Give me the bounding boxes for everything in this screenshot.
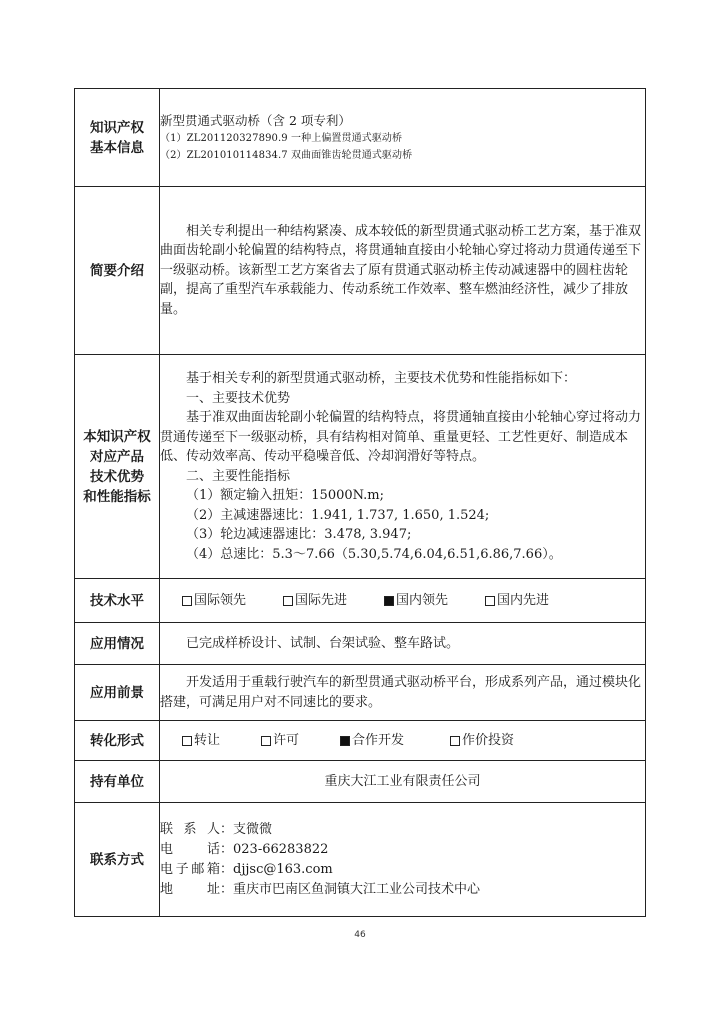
row-ip-info — [75, 89, 646, 187]
advantages-heading-2: 二、主要性能指标 — [186, 468, 291, 484]
checkbox-icon — [261, 736, 271, 746]
row-transfer — [75, 721, 646, 761]
checkbox-option[interactable]: 国内领先 — [384, 591, 485, 611]
contact-email: 电 子 邮 箱 ： djjsc@163.com — [160, 860, 645, 880]
label-holder: 持有单位 — [75, 761, 160, 803]
contact-phone: 电 话 ： 023-66283822 — [160, 840, 645, 860]
advantages-content — [160, 355, 646, 579]
checkbox-icon — [450, 736, 460, 746]
transfer-options — [160, 721, 646, 761]
advantages-paragraph: 基于准双曲面齿轮副小轮偏置的结构特点，将贯通轴直接由小轮轴心穿过将动力贯通传递至下一级驱动桥，具有结构相对简单、重量更轻、工艺性更好、制造成本低、传动效率高、传动平稳噪音低、冷却润滑好等特点。 — [160, 410, 642, 464]
checkbox-option[interactable]: 国际领先 — [182, 591, 283, 611]
spec-item: （2）主减速器速比：1.941, 1.737, 1.650, 1.524; — [186, 507, 490, 523]
label-intro: 简要介绍 — [75, 187, 160, 355]
checkbox-option[interactable]: 国内先进 — [485, 591, 549, 611]
patent-item: （2）ZL201010114834.7 双曲面锥齿轮贯通式驱动桥 — [160, 150, 413, 161]
advantages-heading-1: 一、主要技术优势 — [186, 390, 291, 406]
spec-item: （4）总速比：5.3～7.66（5.30,5.74,6.04,6.51,6.86,7.66）。 — [186, 546, 562, 562]
checkbox-icon — [485, 596, 495, 606]
ip-title: 新型贯通式驱动桥（含 2 项专利） — [160, 113, 351, 128]
checkbox-icon — [182, 596, 192, 606]
application-text: 已完成样桥设计、试制、台架试验、整车路试。 — [186, 635, 460, 651]
checkbox-option[interactable]: 国际先进 — [283, 591, 384, 611]
checked-checkbox-icon — [384, 596, 394, 606]
prospect-content — [160, 665, 646, 721]
contact-key: 电 话 — [160, 841, 220, 857]
advantages-intro: 基于相关专利的新型贯通式驱动桥，主要技术优势和性能指标如下： — [186, 371, 577, 386]
label-ip-info: 知识产权 基本信息 — [75, 89, 160, 187]
contact-key: 电 子 邮 箱 — [160, 861, 220, 877]
contact-content — [160, 803, 646, 917]
row-contact — [75, 803, 646, 917]
row-tech-level — [75, 579, 646, 623]
ip-info-form — [74, 88, 646, 917]
spec-item: （1）额定输入扭矩：15000N.m; — [186, 488, 385, 503]
checked-checkbox-icon — [340, 736, 350, 746]
checkbox-option[interactable]: 转让 — [182, 731, 261, 751]
label-advantages: 本知识产权 对应产品 技术优势 和性能指标 — [75, 355, 160, 579]
row-prospect — [75, 665, 646, 721]
prospect-text: 开发适用于重载行驶汽车的新型贯通式驱动桥平台，形成系列产品，通过模块化搭建，可满足用户对不同速比的要求。 — [160, 675, 642, 710]
contact-key: 联 系 人 — [160, 821, 220, 837]
checkbox-icon — [283, 596, 293, 606]
ip-info-content — [160, 89, 646, 187]
row-advantages — [75, 355, 646, 579]
label-transfer: 转化形式 — [75, 721, 160, 761]
intro-text: 相关专利提出一种结构紧凑、成本较低的新型贯通式驱动桥工艺方案，基于准双曲面齿轮副小轮偏置的结构特点，将贯通轴直接由小轮轴心穿过将动力贯通传递至下一级驱动桥。该新型工艺方案省去了原有贯通式驱动桥主传动减速器中的圆柱齿轮副，提高了重型汽车承载能力、传动系统工作效率、整车燃油经济性，减少了排放量。 — [160, 223, 642, 317]
row-application — [75, 623, 646, 665]
spec-item: （3）轮边减速器速比：3.478, 3.947; — [186, 527, 412, 542]
label-prospect: 应用前景 — [75, 665, 160, 721]
label-tech-level: 技术水平 — [75, 579, 160, 623]
page-number: 46 — [354, 930, 366, 940]
application-content — [160, 623, 646, 665]
contact-person: 联 系 人 ： 支微微 — [160, 820, 645, 840]
tech-level-options — [160, 579, 646, 623]
checkbox-option[interactable]: 合作开发 — [340, 731, 450, 751]
contact-address: 地 址 ： 重庆市巴南区鱼洞镇大江工业公司技术中心 — [160, 880, 645, 900]
row-intro — [75, 187, 646, 355]
checkbox-icon — [182, 736, 192, 746]
intro-content — [160, 187, 646, 355]
contact-key: 地 址 — [160, 881, 220, 897]
holder-value: 重庆大江工业有限责任公司 — [160, 761, 646, 803]
checkbox-option[interactable]: 许可 — [261, 731, 340, 751]
label-application: 应用情况 — [75, 623, 160, 665]
label-contact: 联系方式 — [75, 803, 160, 917]
row-holder — [75, 761, 646, 803]
patent-item: （1）ZL201120327890.9 一种上偏置贯通式驱动桥 — [160, 133, 403, 144]
checkbox-option[interactable]: 作价投资 — [450, 731, 514, 751]
